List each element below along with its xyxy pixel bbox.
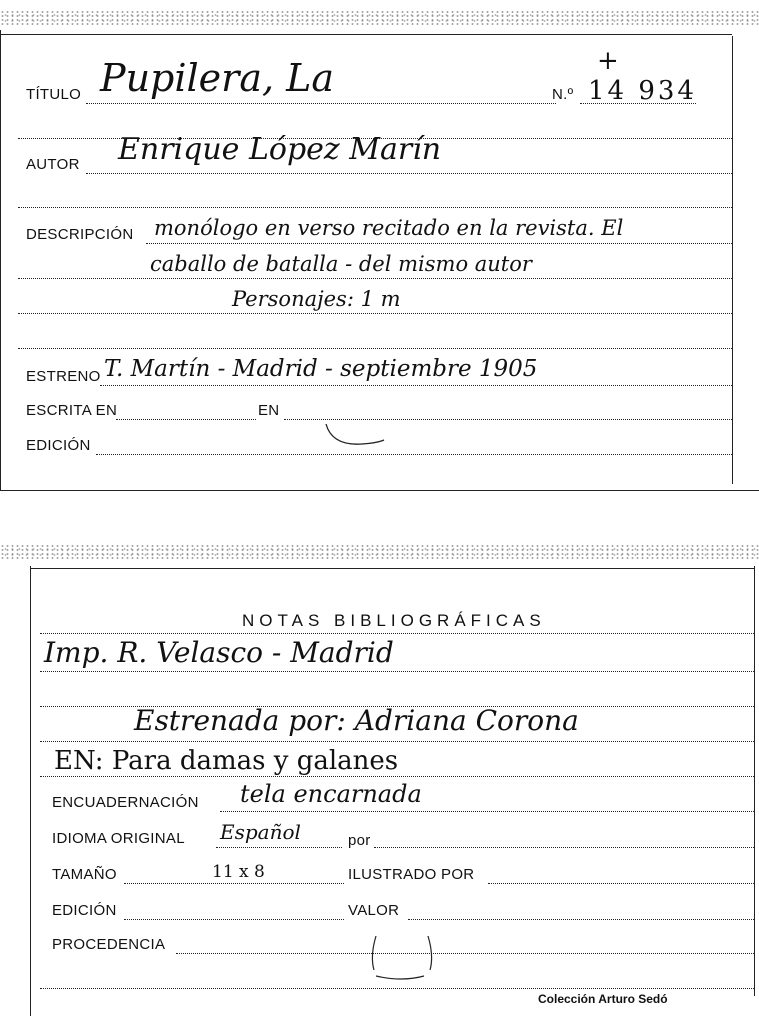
edicion-back-label: EDICIÓN — [52, 902, 117, 919]
estreno-label: ESTRENO — [26, 368, 101, 385]
idioma-original-label: IDIOMA ORIGINAL — [52, 830, 185, 847]
card-front-left-border — [0, 30, 1, 490]
descripcion-value-1: monólogo en verso recitado en la revista. El — [154, 216, 624, 240]
card-front-right-border — [732, 36, 733, 484]
valor-line — [408, 919, 754, 920]
numero-value: 14 934 — [588, 76, 697, 106]
idioma-original-line — [216, 847, 342, 848]
titulo-label: TÍTULO — [26, 86, 82, 103]
ilustrado-por-line — [488, 883, 754, 884]
idioma-original-value: Español — [220, 820, 301, 844]
collection-credit: Colección Arturo Sedó — [538, 992, 668, 1006]
card-back-right-border — [754, 566, 755, 996]
autor-line — [86, 173, 732, 174]
notes-line-4 — [40, 776, 754, 777]
scan-noise-top — [0, 10, 759, 26]
encuadernacion-line — [220, 811, 754, 812]
notes-line-0 — [40, 633, 754, 634]
por-label: por — [348, 832, 371, 849]
estreno-value: T. Martín - Madrid - septiembre 1905 — [104, 356, 538, 382]
titulo-value: Pupilera, La — [100, 56, 335, 100]
encuadernacion-value: tela encarnada — [240, 780, 422, 808]
tamano-label: TAMAÑO — [52, 866, 117, 883]
row-line-4 — [18, 313, 732, 314]
autor-label: AUTOR — [26, 156, 80, 173]
note-1: Imp. R. Velasco - Madrid — [44, 636, 394, 669]
punch-mark-icon — [322, 420, 392, 450]
scan-noise-bottom — [0, 544, 759, 560]
notes-line-1 — [40, 671, 754, 672]
row-line-3 — [18, 278, 732, 279]
descripcion-value-3: Personajes: 1 m — [232, 287, 401, 311]
note-2: Estrenada por: Adriana Corona — [134, 704, 579, 737]
en-label: EN — [258, 402, 280, 419]
row-line-5 — [18, 348, 732, 349]
descripcion-line — [146, 243, 732, 244]
estreno-line — [100, 385, 732, 386]
edicion-label: EDICIÓN — [26, 437, 91, 454]
escrita-en-label: ESCRITA EN — [26, 402, 118, 419]
numero-label: N.º — [552, 86, 574, 103]
row-line-2 — [18, 207, 732, 208]
ilustrado-por-label: ILUSTRADO POR — [348, 866, 475, 883]
tamano-value: 11 x 8 — [212, 862, 265, 882]
autor-value: Enrique López Marín — [118, 132, 442, 167]
valor-label: VALOR — [348, 902, 400, 919]
tamano-line — [124, 883, 344, 884]
por-line — [374, 847, 754, 848]
encuadernacion-label: ENCUADERNACIÓN — [52, 794, 199, 811]
numero-mark: + — [597, 46, 619, 76]
punch-hole-icon — [362, 926, 442, 986]
notas-heading: NOTAS BIBLIOGRÁFICAS — [242, 611, 546, 630]
procedencia-label: PROCEDENCIA — [52, 936, 166, 953]
escrita-en-line — [116, 419, 256, 420]
titulo-line — [86, 103, 556, 104]
descripcion-label: DESCRIPCIÓN — [26, 226, 134, 243]
edicion-line — [96, 454, 732, 455]
card-front — [0, 0, 759, 500]
note-3: EN: Para damas y galanes — [54, 746, 399, 776]
procedencia-line — [176, 953, 754, 954]
descripcion-value-2: caballo de batalla - del mismo autor — [150, 252, 532, 276]
card-back-left-border — [30, 566, 31, 1016]
bottom-line — [40, 988, 754, 989]
card-back-top-border — [30, 568, 754, 569]
card-front-bottom-border — [0, 490, 759, 491]
card-back — [0, 530, 759, 1028]
notes-line-3 — [40, 741, 754, 742]
edicion-back-line — [124, 919, 344, 920]
card-front-top-border — [0, 34, 732, 35]
